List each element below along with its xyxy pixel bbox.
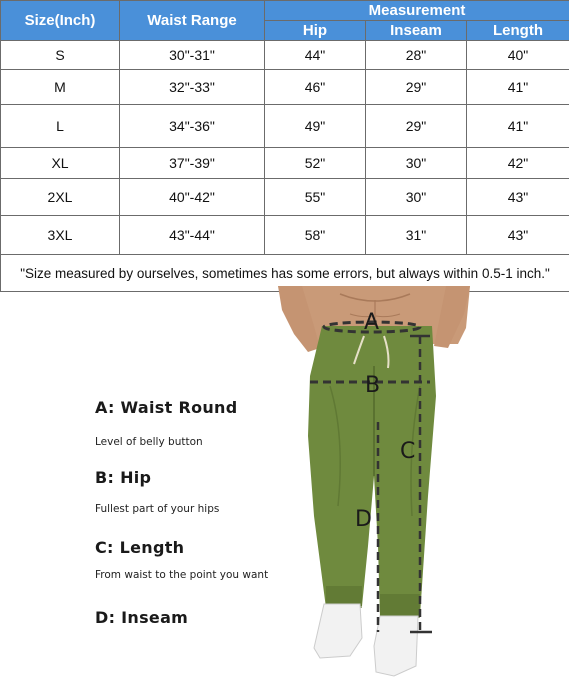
waist-cell: 34"-36" — [120, 105, 265, 148]
table-row — [1, 216, 569, 255]
waist-cell: 37"-39" — [120, 148, 265, 179]
hip-cell: 46" — [265, 70, 366, 105]
waist-cell: 32"-33" — [120, 70, 265, 105]
size-cell: XL — [1, 148, 120, 179]
label-c: C — [400, 439, 416, 464]
table-row — [1, 179, 569, 216]
label-d: D — [355, 507, 372, 532]
hip-cell: 52" — [265, 148, 366, 179]
legend-title-hip: B: Hip — [95, 468, 152, 487]
inseam-cell: 29" — [366, 70, 467, 105]
waist-cell: 30"-31" — [120, 41, 265, 70]
hip-cell: 44" — [265, 41, 366, 70]
header-size: Size(Inch) — [1, 1, 120, 41]
table-row — [1, 148, 569, 179]
inseam-cell: 29" — [366, 105, 467, 148]
inseam-cell: 31" — [366, 216, 467, 255]
header-measurement: Measurement — [265, 1, 569, 21]
length-cell: 40" — [467, 41, 569, 70]
table-row — [1, 70, 569, 105]
label-a: A — [364, 310, 380, 335]
size-cell: S — [1, 41, 120, 70]
hip-cell: 55" — [265, 179, 366, 216]
size-cell: M — [1, 70, 120, 105]
header-inseam: Inseam — [366, 21, 467, 41]
legend-desc-waist: Level of belly button — [95, 436, 203, 448]
size-chart-table — [0, 0, 569, 292]
legend-desc-length: From waist to the point you want — [95, 569, 269, 581]
label-b: B — [365, 373, 381, 398]
length-cell: 41" — [467, 105, 569, 148]
size-cell: L — [1, 105, 120, 148]
inseam-cell: 28" — [366, 41, 467, 70]
header-hip: Hip — [265, 21, 366, 41]
header-waist-range: Waist Range — [120, 1, 265, 41]
legend-desc-hip: Fullest part of your hips — [95, 503, 220, 515]
inseam-cell: 30" — [366, 179, 467, 216]
header-length: Length — [467, 21, 569, 41]
hip-cell: 58" — [265, 216, 366, 255]
table-row — [1, 105, 569, 148]
legend-title-length: C: Length — [95, 538, 185, 557]
inseam-cell: 30" — [366, 148, 467, 179]
length-cell: 43" — [467, 179, 569, 216]
size-cell: 3XL — [1, 216, 120, 255]
legend-title-inseam: D: Inseam — [95, 608, 189, 627]
table-row — [1, 41, 569, 70]
length-cell: 43" — [467, 216, 569, 255]
size-cell: 2XL — [1, 179, 120, 216]
pants-figure — [270, 286, 485, 681]
length-cell: 41" — [467, 70, 569, 105]
size-note: "Size measured by ourselves, sometimes has some errors, but always within 0.5-1 inch." — [1, 255, 569, 292]
length-cell: 42" — [467, 148, 569, 179]
hip-cell: 49" — [265, 105, 366, 148]
right-shoe — [374, 616, 418, 676]
legend-title-waist: A: Waist Round — [95, 398, 238, 417]
left-shoe — [314, 604, 362, 658]
waist-cell: 40"-42" — [120, 179, 265, 216]
pants — [308, 326, 436, 618]
waist-cell: 43"-44" — [120, 216, 265, 255]
